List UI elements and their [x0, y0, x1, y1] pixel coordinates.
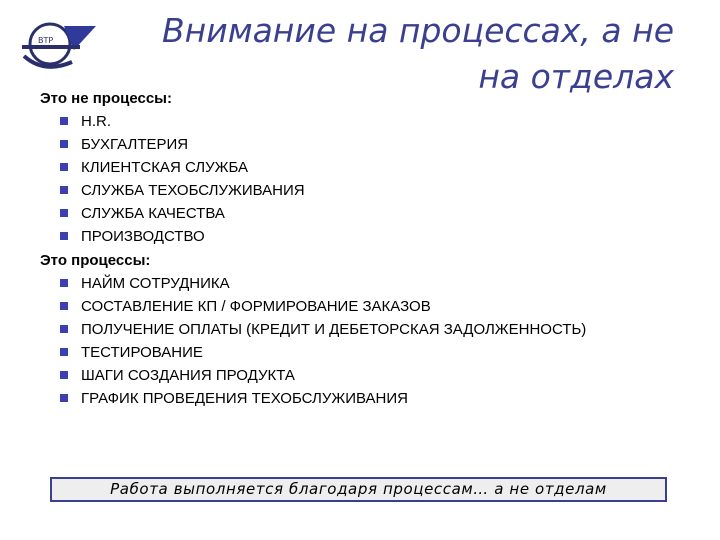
list-item: [60, 135, 600, 154]
list-not-processes: [60, 112, 600, 246]
list-item-text: ШАГИ СОЗДАНИЯ ПРОДУКТА: [81, 367, 295, 384]
square-bullet-icon: [60, 394, 68, 402]
logo-text: ВТР: [38, 36, 54, 45]
list-item: [60, 274, 600, 293]
slide-title: Внимание на процессах, а не на отделах: [162, 11, 674, 96]
square-bullet-icon: [60, 348, 68, 356]
list-item-text: НАЙМ СОТРУДНИКА: [81, 275, 230, 292]
list-item-text: БУХГАЛТЕРИЯ: [81, 136, 189, 153]
list-item-text: ПОЛУЧЕНИЕ ОПЛАТЫ (КРЕДИТ И ДЕБЕТОРСКАЯ ЗАДОЛЖЕННОСТЬ): [81, 321, 587, 338]
square-bullet-icon: [60, 140, 68, 148]
list-item-text: ТЕСТИРОВАНИЕ: [81, 344, 203, 361]
footer-callout: Работа выполняется благодаря процессам… а не отделам: [50, 477, 667, 502]
square-bullet-icon: [60, 163, 68, 171]
list-item-text: СЛУЖБА КАЧЕСТВА: [81, 205, 225, 222]
section-label-processes: Это процессы:: [40, 252, 151, 269]
square-bullet-icon: [60, 279, 68, 287]
list-item-text: СЛУЖБА ТЕХОБСЛУЖИВАНИЯ: [81, 182, 305, 199]
square-bullet-icon: [60, 302, 68, 310]
list-item: [60, 389, 600, 408]
list-item-text: ГРАФИК ПРОВЕДЕНИЯ ТЕХОБСЛУЖИВАНИЯ: [81, 390, 408, 407]
list-item-text: СОСТАВЛЕНИЕ КП / ФОРМИРОВАНИЕ ЗАКАЗОВ: [81, 298, 431, 315]
company-logo-icon: [14, 14, 98, 76]
list-item: [60, 297, 600, 316]
list-item: [60, 366, 600, 385]
list-item-text: H.R.: [81, 113, 111, 130]
square-bullet-icon: [60, 209, 68, 217]
list-item: [60, 181, 600, 200]
square-bullet-icon: [60, 117, 68, 125]
list-item: [60, 343, 600, 362]
square-bullet-icon: [60, 232, 68, 240]
list-processes: [60, 274, 600, 408]
square-bullet-icon: [60, 186, 68, 194]
list-item: [60, 204, 600, 223]
square-bullet-icon: [60, 325, 68, 333]
content-area: [40, 88, 600, 412]
square-bullet-icon: [60, 371, 68, 379]
list-item: [60, 320, 600, 339]
list-item: [60, 158, 600, 177]
list-item-text: ПРОИЗВОДСТВО: [81, 228, 205, 245]
section-label-not-processes: Это не процессы:: [40, 90, 172, 107]
list-item-text: КЛИЕНТСКАЯ СЛУЖБА: [81, 159, 249, 176]
list-item: [60, 227, 600, 246]
list-item: [60, 112, 600, 131]
